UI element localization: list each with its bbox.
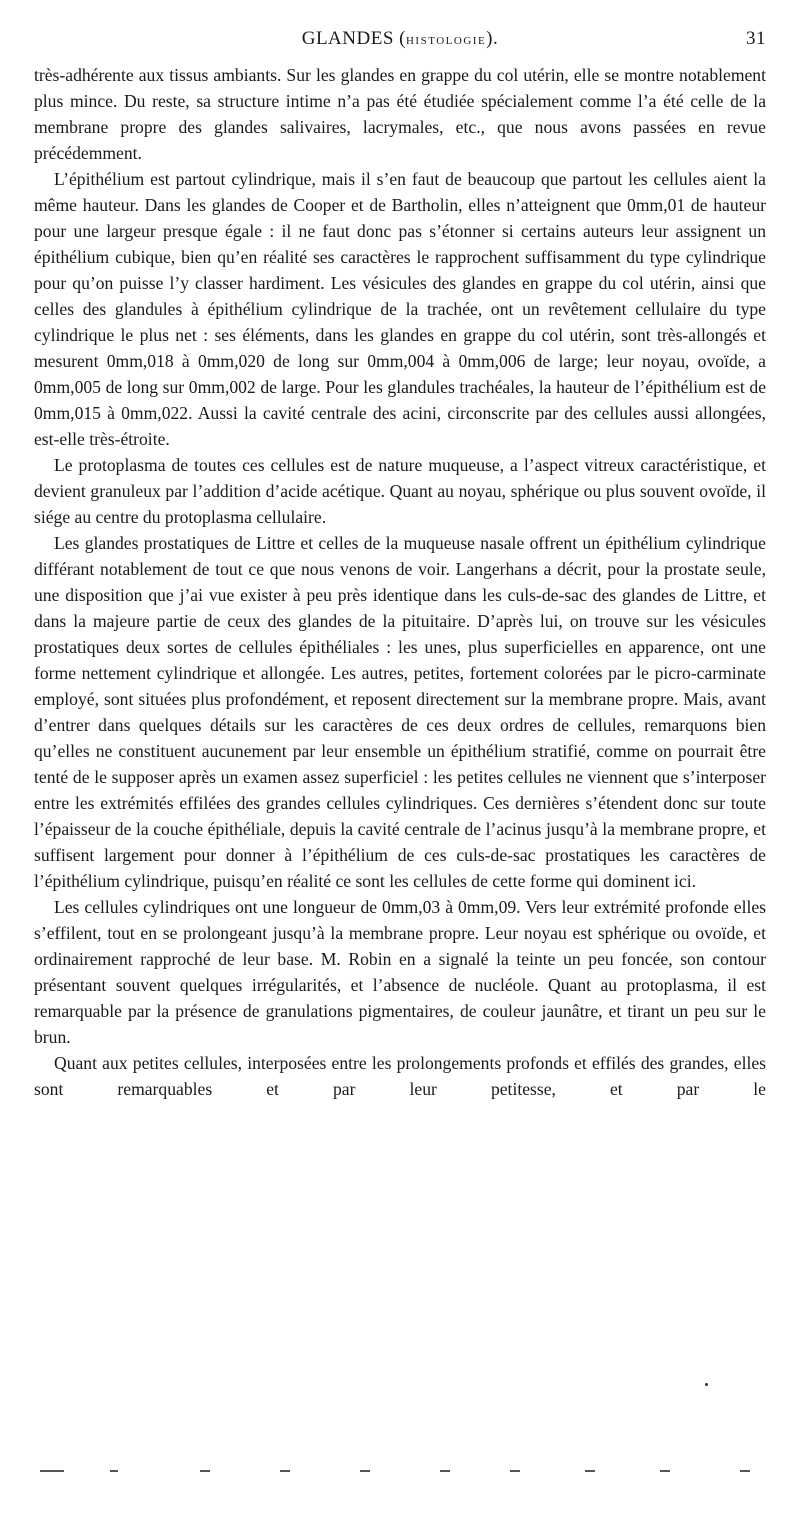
running-title-sub: histologie [405, 31, 487, 48]
body-text [34, 62, 766, 1102]
paragraph: Les cellules cylindriques ont une longueur de 0mm,03 à 0mm,09. Vers leur extrémité profonde elles s’effilent, tout en se prolongeant jusqu’à la membrane propre. Leur noyau est sphérique ou ovoïde, et ordinairement rapproché de leur base. M. Robin en a signalé la teinte un peu foncée, son contour présentant souvent quelques irrégularités, et l’absence de nucléole. Quant au protoplasma, il est remarquable par la présence de granulations pigmentaires, de couleur jaunâtre, et tirant un peu sur le brun. [34, 897, 766, 1047]
page-number: 31 [746, 28, 766, 49]
running-title-paren-close: ). [486, 28, 499, 49]
running-title-paren-open: ( [399, 28, 406, 49]
bottom-scan-marks [40, 1470, 760, 1478]
paragraph: Quant aux petites cellules, interposées entre les prolongements profonds et effilés des grandes, elles sont remarquables et par leur petitesse, et par le [34, 1053, 766, 1099]
running-title [34, 28, 766, 50]
print-speck [705, 1383, 708, 1386]
running-header [34, 26, 766, 62]
paragraph: très-adhérente aux tissus ambiants. Sur les glandes en grappe du col utérin, elle se montre notablement plus mince. Du reste, sa structure intime n’a pas été étudiée spécialement comme l’a été celle de la membrane propre des glandes salivaires, lacrymales, etc., que nous avons passées en revue précédemment. [34, 65, 766, 163]
paragraph: L’épithélium est partout cylindrique, mais il s’en faut de beaucoup que partout les cellules aient la même hauteur. Dans les glandes de Cooper et de Bartholin, elles n’atteignent que 0mm,01 de hauteur pour une largeur presque égale : il ne faut donc pas s’étonner si certains auteurs leur assignent un épithélium cubique, bien qu’en réalité ses caractères le rapprochent suffisamment du type cylindrique pour qu’on puisse l’y classer hardiment. Les vésicules des glandes en grappe du col utérin, ainsi que celles des glandules à épithélium cylindrique de la trachée, ont un revêtement cellulaire du type cylindrique le plus net : ses éléments, dans les glandes en grappe du col utérin, sont très-allongés et mesurent 0mm,018 à 0mm,020 de long sur 0mm,004 à 0mm,006 de large; leur noyau, ovoïde, a 0mm,005 de long sur 0mm,002 de large. Pour les glandules trachéales, la hauteur de l’épithélium est de 0mm,015 à 0mm,022. Aussi la cavité centrale des acini, circonscrite par des cellules aussi allongées, est-elle très-étroite. [34, 169, 766, 449]
paragraph: Le protoplasma de toutes ces cellules est de nature muqueuse, a l’aspect vitreux caractéristique, et devient granuleux par l’addition d’acide acétique. Quant au noyau, sphérique ou plus souvent ovoïde, il siége au centre du protoplasma cellulaire. [34, 455, 766, 527]
paragraph: Les glandes prostatiques de Littre et celles de la muqueuse nasale offrent un épithélium cylindrique différant notablement de tout ce que nous venons de voir. Langerhans a décrit, pour la prostate seule, une disposition que j’ai vue exister à peu près identique dans les culs-de-sac des glandes de Littre, et dans la majeure partie de ceux des glandes de la pituitaire. D’après lui, on trouve sur les vésicules prostatiques deux sortes de cellules épithéliales : les unes, plus superficielles en apparence, ont une forme nettement cylindrique et allongée. Les autres, petites, fortement colorées par le picro-carminate employé, sont situées plus profondément, et reposent directement sur la membrane propre. Mais, avant d’entrer dans quelques détails sur les caractères de ces deux ordres de cellules, remarquons bien qu’elles ne constituent aucunement par leur ensemble un épithélium stratifié, comme on pourrait être tenté de le supposer après un examen assez superficiel : les petites cellules ne viennent que s’interposer entre les extrémités effilées des grandes cellules cylindriques. Ces dernières s’étendent donc sur toute l’épaisseur de la couche épithéliale, depuis la cavité centrale de l’acinus jusqu’à la membrane propre, et suffisent largement pour donner à l’épithélium de ces culs-de-sac prostatiques les caractères de l’épithélium cylindrique, puisqu’en réalité ce sont les cellules de cette forme qui dominent ici. [34, 533, 766, 891]
page [34, 26, 766, 1102]
running-title-main: GLANDES [301, 28, 394, 49]
